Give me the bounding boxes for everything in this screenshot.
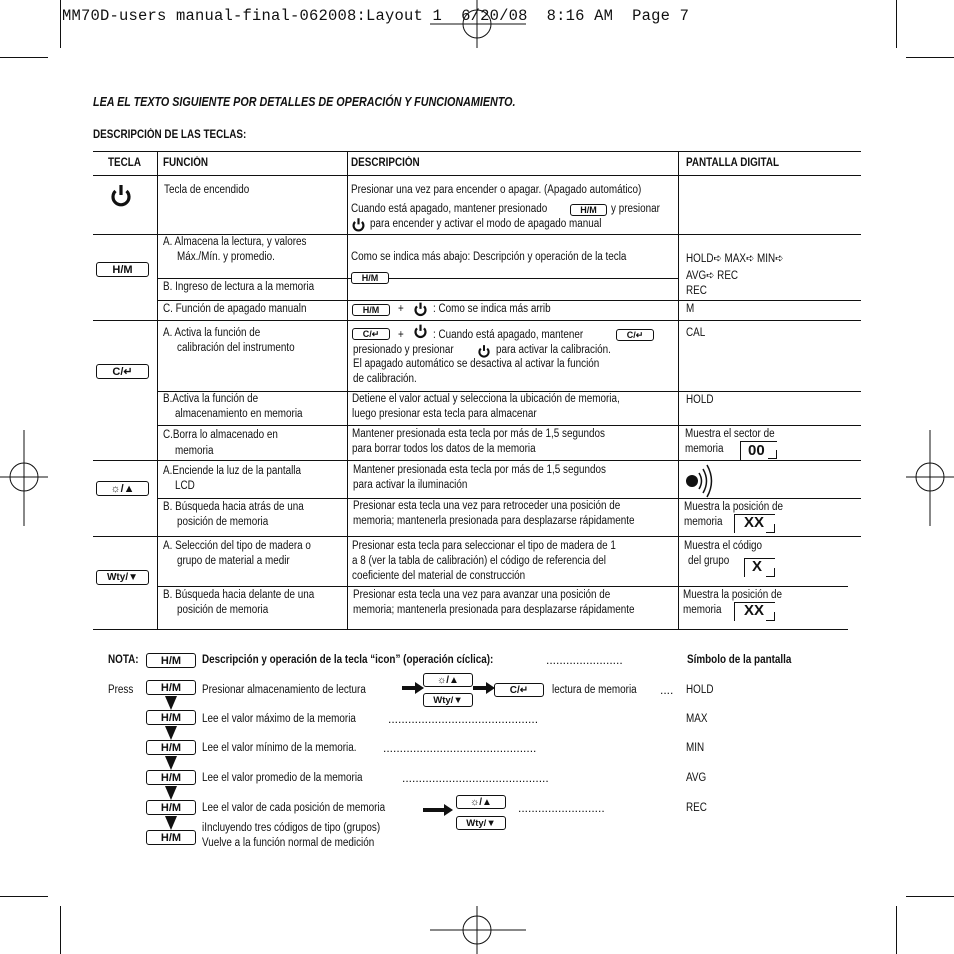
registration-mark-right bbox=[906, 430, 954, 526]
crop-mark bbox=[0, 896, 48, 897]
power-desc-1: Presionar una vez para encender o apagar. (Apagado automático) bbox=[351, 184, 642, 196]
hm-key-inline: H/M bbox=[570, 204, 607, 216]
c-enter-key-label: C/↵ bbox=[112, 366, 133, 378]
c-b-desc-1: Detiene el valor actual y selecciona la ubicación de memoria, bbox=[352, 393, 620, 405]
hm-key-step: H/M bbox=[146, 680, 196, 695]
hm-a-display-2: AVG➪ REC bbox=[686, 270, 739, 282]
table-rule bbox=[157, 586, 848, 587]
light-b-function-2: posición de memoria bbox=[177, 516, 269, 528]
power-desc-3: para encender y activar el modo de apagado manual bbox=[370, 218, 602, 230]
hm-a-function-1: A. Almacena la lectura, y valores bbox=[163, 236, 307, 248]
hm-key-step: H/M bbox=[146, 740, 196, 755]
table-rule bbox=[93, 536, 861, 537]
c-a-display: CAL bbox=[686, 327, 706, 339]
step-2-dots: ............................................. bbox=[388, 712, 539, 726]
power-desc-2a: Cuando está apagado, mantener presionado bbox=[351, 203, 548, 215]
wty-down-key-label: Wty/▼ bbox=[106, 572, 138, 583]
wty-down-key[interactable] bbox=[96, 570, 149, 585]
step-5-symbol: REC bbox=[686, 802, 707, 814]
c-c-display-1: Muestra el sector de bbox=[685, 428, 775, 440]
hm-key-label: H/M bbox=[112, 263, 133, 276]
note-title-dots: ....................... bbox=[546, 653, 623, 667]
crop-mark bbox=[906, 896, 954, 897]
crop-mark bbox=[0, 57, 48, 58]
light-b-function-1: B. Búsqueda hacia atrás de una bbox=[163, 501, 304, 513]
power-function: Tecla de encendido bbox=[164, 184, 250, 196]
c-a-function-2: calibración del instrumento bbox=[177, 342, 295, 354]
c-a-desc-2a: presionado y presionar bbox=[353, 344, 454, 356]
hm-a-display-3: REC bbox=[686, 285, 707, 297]
light-up-key-step: ☼/▲ bbox=[456, 795, 506, 809]
power-icon-inline bbox=[413, 323, 428, 340]
table-rule bbox=[347, 151, 348, 629]
c-c-desc-2: para borrar todos los datos de la memoria bbox=[352, 443, 536, 455]
wty-a-display-1: Muestra el código bbox=[684, 540, 763, 552]
hm-key-inline: H/M bbox=[352, 304, 390, 316]
wty-a-display-2: del grupo bbox=[688, 555, 730, 567]
power-icon-inline bbox=[477, 344, 491, 359]
hm-a-display-1: HOLD➪ MAX➪ MIN➪ bbox=[686, 253, 784, 265]
c-b-function-2: almacenamiento en memoria bbox=[175, 408, 303, 420]
hm-a-desc: Como se indica más abajo: Descripción y operación de la tecla bbox=[351, 251, 627, 263]
c-enter-key[interactable] bbox=[96, 364, 149, 379]
col-header-key: TECLA bbox=[108, 157, 141, 169]
step-1-dots: .... bbox=[660, 683, 674, 697]
c-a-desc-2b: para activar la calibración. bbox=[496, 344, 611, 356]
crop-mark bbox=[60, 906, 61, 954]
hm-a-function-2: Máx./Mín. y promedio. bbox=[177, 251, 275, 263]
note-extra-2: Vuelve a la función normal de medición bbox=[202, 837, 375, 849]
c-enter-key-inline: C/↵ bbox=[616, 329, 654, 341]
wty-a-function-1: A. Selección del tipo de madera o bbox=[163, 540, 311, 552]
note-title: Descripción y operación de la tecla “icon” (operación cíclica): bbox=[202, 654, 494, 666]
hm-key-step: H/M bbox=[146, 830, 196, 845]
wty-b-desc-2: memoria; mantenerla presionada para desplazarse rápidamente bbox=[353, 604, 635, 616]
wty-b-display-1: Muestra la posición de bbox=[683, 589, 782, 601]
step-5-text: Lee el valor de cada posición de memoria bbox=[202, 802, 386, 814]
table-rule bbox=[93, 320, 861, 321]
registration-mark-left bbox=[0, 430, 48, 526]
light-a-function-1: A.Enciende la luz de la pantalla bbox=[163, 465, 302, 477]
table-rule bbox=[93, 175, 861, 176]
wty-b-display-2: memoria bbox=[683, 604, 722, 616]
press-label: Press bbox=[108, 684, 134, 696]
arrow-right-icon bbox=[473, 682, 495, 694]
light-b-desc-1: Presionar esta tecla una vez para retroceder una posición de bbox=[353, 500, 621, 512]
lcd-bracket bbox=[766, 524, 775, 533]
light-a-desc-2: para activar la iluminación bbox=[353, 479, 468, 491]
hm-key-note: H/M bbox=[146, 653, 196, 668]
backlight-icon bbox=[683, 464, 719, 498]
step-3-symbol: MIN bbox=[686, 742, 705, 754]
step-5-dots: .......................... bbox=[518, 801, 605, 815]
step-4-dots: ............................................ bbox=[402, 771, 549, 785]
hm-key[interactable] bbox=[96, 262, 149, 277]
step-1-symbol: HOLD bbox=[686, 684, 714, 696]
hm-c-function: C. Función de apagado manualn bbox=[163, 303, 307, 315]
table-rule bbox=[678, 151, 679, 629]
note-title-right: Símbolo de la pantalla bbox=[687, 654, 792, 666]
light-a-function-2: LCD bbox=[175, 480, 195, 492]
col-header-description: DESCRIPCIÓN bbox=[351, 157, 420, 169]
light-b-desc-2: memoria; mantenerla presionada para desplazarse rápidamente bbox=[353, 515, 635, 527]
table-rule bbox=[157, 300, 861, 301]
note-extra-1: iIncluyendo tres códigos de tipo (grupos) bbox=[202, 822, 381, 834]
table-rule bbox=[93, 460, 861, 461]
lcd-value-xx: XX bbox=[744, 602, 765, 619]
light-b-display-2: memoria bbox=[684, 516, 723, 528]
c-enter-key-inline: C/↵ bbox=[352, 328, 390, 340]
down-arrows bbox=[146, 694, 196, 834]
hm-c-plus: + bbox=[398, 303, 404, 315]
c-b-display: HOLD bbox=[686, 394, 714, 406]
table-rule bbox=[157, 498, 861, 499]
hm-b-function: B. Ingreso de lectura a la memoria bbox=[163, 281, 315, 293]
registration-mark-bottom bbox=[430, 906, 526, 954]
step-1-after: lectura de memoria bbox=[552, 684, 637, 696]
lcd-value-x: X bbox=[752, 558, 763, 575]
intro-text: LEA EL TEXTO SIGUIENTE POR DETALLES DE OPERACIÓN Y FUNCIONAMIENTO. bbox=[93, 95, 516, 109]
hm-key-inline: H/M bbox=[351, 272, 389, 284]
c-a-desc-3: El apagado automático se desactiva al activar la función bbox=[353, 358, 600, 370]
crop-mark bbox=[906, 57, 954, 58]
wty-down-key-step: Wty/▼ bbox=[423, 693, 473, 707]
step-2-text: Lee el valor máximo de la memoria bbox=[202, 713, 356, 725]
arrow-right-icon bbox=[402, 682, 424, 694]
hm-key-step: H/M bbox=[146, 800, 196, 815]
table-rule bbox=[93, 234, 861, 235]
light-b-display-1: Muestra la posición de bbox=[684, 501, 783, 513]
lcd-bracket bbox=[768, 450, 777, 459]
c-b-function-1: B.Activa la función de bbox=[163, 393, 259, 405]
light-up-key-step: ☼/▲ bbox=[423, 673, 473, 687]
table-rule bbox=[157, 278, 678, 279]
power-desc-2b: y presionar bbox=[611, 203, 660, 215]
wty-a-desc-3: coeficiente del material de construcción bbox=[352, 570, 526, 582]
wty-a-function-2: grupo de material a medir bbox=[177, 555, 290, 567]
c-b-desc-2: luego presionar esta tecla para almacenar bbox=[352, 408, 537, 420]
lcd-value-xx: XX bbox=[744, 514, 765, 531]
hm-key-step: H/M bbox=[146, 710, 196, 725]
c-c-desc-1: Mantener presionada esta tecla por más de 1,5 segundos bbox=[352, 428, 605, 440]
table-rule bbox=[157, 151, 158, 629]
hm-c-desc: : Como se indica más arrib bbox=[433, 303, 551, 315]
note-label: NOTA: bbox=[108, 654, 139, 666]
step-4-text: Lee el valor promedio de la memoria bbox=[202, 772, 363, 784]
wty-a-desc-2: a 8 (ver la tabla de calibración) el código de referencia del bbox=[352, 555, 606, 567]
wty-b-function-2: posición de memoria bbox=[177, 604, 269, 616]
wty-down-key-step: Wty/▼ bbox=[456, 816, 506, 830]
step-3-text: Lee el valor mínimo de la memoria. bbox=[202, 742, 357, 754]
wty-b-function-1: B. Búsqueda hacia delante de una bbox=[163, 589, 315, 601]
step-4-symbol: AVG bbox=[686, 772, 707, 784]
section-title: DESCRIPCIÓN DE LAS TECLAS: bbox=[93, 129, 247, 141]
lcd-value-00: 00 bbox=[748, 442, 765, 459]
step-2-symbol: MAX bbox=[686, 713, 708, 725]
power-icon[interactable] bbox=[109, 183, 133, 209]
col-header-function: FUNCIÓN bbox=[163, 157, 209, 169]
hm-key-step: H/M bbox=[146, 770, 196, 785]
c-a-desc-1: : Cuando está apagado, mantener bbox=[433, 329, 584, 341]
c-enter-key-step: C/↵ bbox=[494, 683, 544, 697]
c-a-desc-4: de calibración. bbox=[353, 373, 417, 385]
c-a-function-1: A. Activa la función de bbox=[163, 327, 261, 339]
light-up-key[interactable] bbox=[96, 481, 149, 496]
crop-mark bbox=[60, 0, 61, 48]
print-header: MM70D-users manual-final-062008:Layout 1 6/20/08 8:16 AM Page 7 bbox=[62, 7, 690, 25]
lcd-bracket bbox=[766, 612, 775, 621]
step-1-text: Presionar almacenamiento de lectura bbox=[202, 684, 366, 696]
c-a-plus: + bbox=[398, 329, 404, 341]
crop-mark bbox=[896, 906, 897, 954]
arrow-right-icon bbox=[423, 804, 453, 816]
power-icon-inline bbox=[351, 217, 366, 233]
light-up-key-label: ☼/▲ bbox=[110, 482, 135, 495]
c-c-display-2: memoria bbox=[685, 443, 724, 455]
step-3-dots: .............................................. bbox=[383, 741, 537, 755]
wty-a-desc-1: Presionar esta tecla para seleccionar el tipo de madera de 1 bbox=[352, 540, 616, 552]
c-c-function-1: C.Borra lo almacenado en bbox=[163, 429, 278, 441]
power-icon-inline bbox=[413, 301, 428, 318]
table-rule bbox=[157, 391, 861, 392]
table-rule bbox=[93, 151, 861, 152]
c-c-function-2: memoria bbox=[175, 445, 214, 457]
lcd-bracket bbox=[766, 568, 775, 577]
hm-c-display: M bbox=[686, 303, 695, 315]
wty-b-desc-1: Presionar esta tecla una vez para avanzar una posición de bbox=[353, 589, 611, 601]
crop-mark bbox=[896, 0, 897, 48]
table-rule bbox=[157, 425, 861, 426]
col-header-display: PANTALLA DIGITAL bbox=[686, 157, 780, 169]
table-rule bbox=[93, 629, 848, 630]
light-a-desc-1: Mantener presionada esta tecla por más de 1,5 segundos bbox=[353, 464, 606, 476]
